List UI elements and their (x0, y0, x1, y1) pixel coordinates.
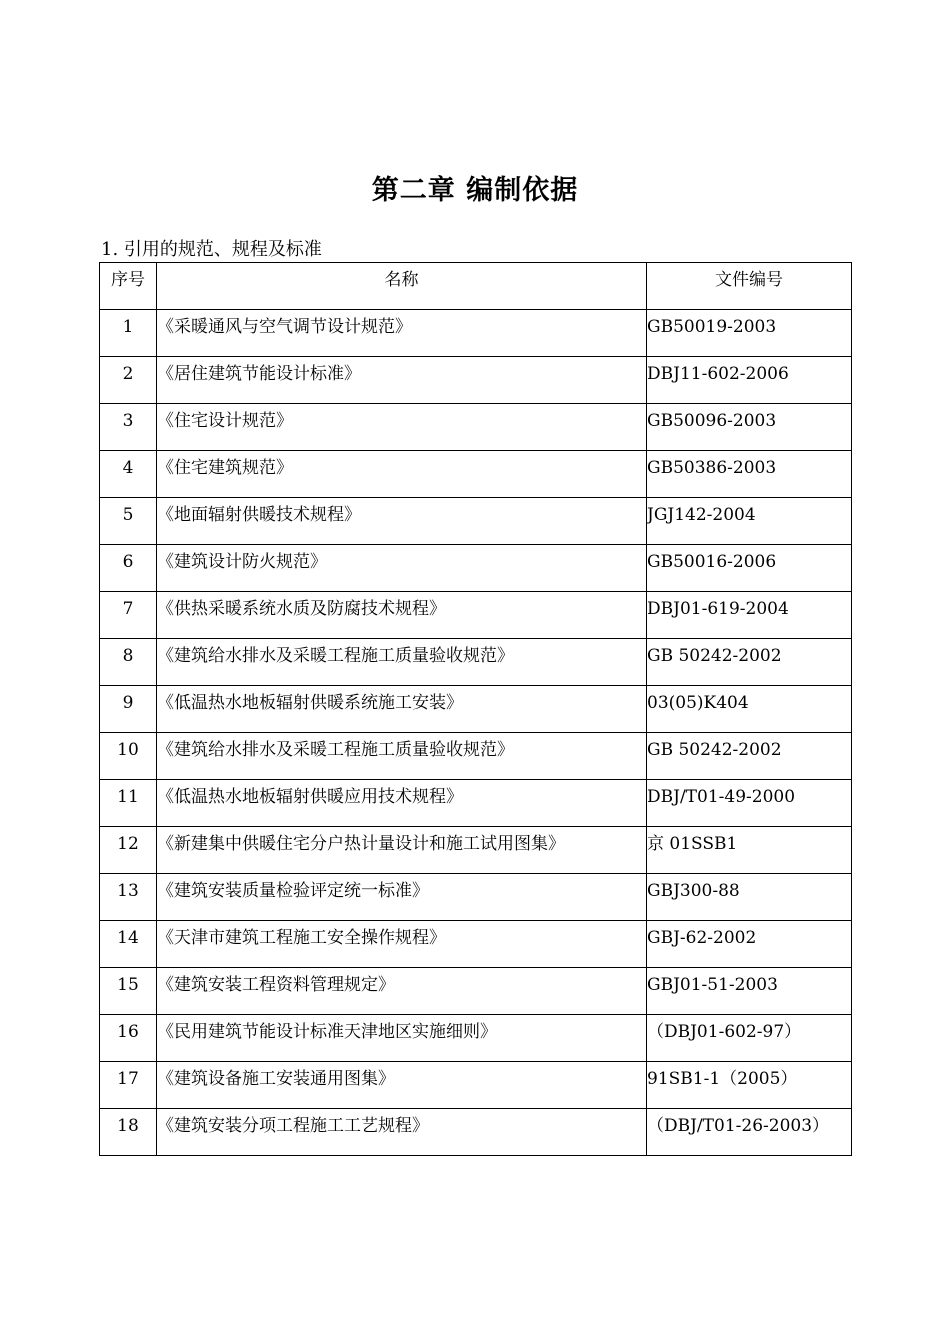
section-heading: 1. 引用的规范、规程及标准 (101, 239, 322, 260)
table-row (100, 1109, 852, 1156)
row-index: 6 (100, 545, 157, 592)
table-row (100, 921, 852, 968)
row-code: GB50019-2003 (647, 310, 852, 357)
row-name: 《建筑安装分项工程施工工艺规程》 (157, 1109, 647, 1156)
row-name: 《地面辐射供暖技术规程》 (157, 498, 647, 545)
table-row (100, 827, 852, 874)
table-row (100, 639, 852, 686)
row-name: 《建筑安装工程资料管理规定》 (157, 968, 647, 1015)
row-index: 8 (100, 639, 157, 686)
row-index: 3 (100, 404, 157, 451)
header-code: 文件编号 (647, 263, 852, 310)
row-index: 13 (100, 874, 157, 921)
table-row (100, 404, 852, 451)
table-header-row (100, 263, 852, 310)
row-index: 10 (100, 733, 157, 780)
row-index: 4 (100, 451, 157, 498)
table-row (100, 357, 852, 404)
row-name: 《建筑安装质量检验评定统一标准》 (157, 874, 647, 921)
row-name: 《新建集中供暖住宅分户热计量设计和施工试用图集》 (157, 827, 647, 874)
row-name: 《居住建筑节能设计标准》 (157, 357, 647, 404)
table-row (100, 310, 852, 357)
row-name: 《低温热水地板辐射供暖系统施工安装》 (157, 686, 647, 733)
row-name: 《住宅设计规范》 (157, 404, 647, 451)
row-code: GBJ300-88 (647, 874, 852, 921)
row-name: 《建筑设备施工安装通用图集》 (157, 1062, 647, 1109)
row-index: 2 (100, 357, 157, 404)
table-row (100, 592, 852, 639)
table-row (100, 968, 852, 1015)
row-code: 京 01SSB1 (647, 827, 852, 874)
row-index: 18 (100, 1109, 157, 1156)
row-index: 17 (100, 1062, 157, 1109)
table-row (100, 498, 852, 545)
row-code: GBJ-62-2002 (647, 921, 852, 968)
table-row (100, 733, 852, 780)
row-code: GB50016-2006 (647, 545, 852, 592)
header-name: 名称 (157, 263, 647, 310)
table-row (100, 780, 852, 827)
table-body (100, 310, 852, 1156)
row-name: 《采暖通风与空气调节设计规范》 (157, 310, 647, 357)
table-row (100, 874, 852, 921)
row-index: 12 (100, 827, 157, 874)
table-row (100, 686, 852, 733)
row-code: 91SB1-1（2005） (647, 1062, 852, 1109)
table-row (100, 1062, 852, 1109)
row-index: 9 (100, 686, 157, 733)
row-name: 《供热采暖系统水质及防腐技术规程》 (157, 592, 647, 639)
row-index: 16 (100, 1015, 157, 1062)
row-code: JGJ142-2004 (647, 498, 852, 545)
row-code: GB50386-2003 (647, 451, 852, 498)
row-code: （DBJ01-602-97） (647, 1015, 852, 1062)
row-index: 7 (100, 592, 157, 639)
row-index: 14 (100, 921, 157, 968)
table-row (100, 1015, 852, 1062)
table-row (100, 451, 852, 498)
row-code: GB 50242-2002 (647, 639, 852, 686)
row-index: 11 (100, 780, 157, 827)
row-code: DBJ11-602-2006 (647, 357, 852, 404)
row-code: DBJ/T01-49-2000 (647, 780, 852, 827)
row-name: 《低温热水地板辐射供暖应用技术规程》 (157, 780, 647, 827)
row-code: GB 50242-2002 (647, 733, 852, 780)
row-name: 《住宅建筑规范》 (157, 451, 647, 498)
table-row (100, 545, 852, 592)
row-name: 《建筑给水排水及采暖工程施工质量验收规范》 (157, 733, 647, 780)
row-name: 《建筑给水排水及采暖工程施工质量验收规范》 (157, 639, 647, 686)
row-index: 5 (100, 498, 157, 545)
page-title: 第二章 编制依据 (371, 175, 579, 206)
header-index: 序号 (100, 263, 157, 310)
row-index: 15 (100, 968, 157, 1015)
row-name: 《建筑设计防火规范》 (157, 545, 647, 592)
row-code: GB50096-2003 (647, 404, 852, 451)
row-index: 1 (100, 310, 157, 357)
row-code: （DBJ/T01-26-2003） (647, 1109, 852, 1156)
row-code: 03(05)K404 (647, 686, 852, 733)
row-code: DBJ01-619-2004 (647, 592, 852, 639)
row-name: 《民用建筑节能设计标准天津地区实施细则》 (157, 1015, 647, 1062)
reference-standards-table (99, 262, 852, 1156)
row-name: 《天津市建筑工程施工安全操作规程》 (157, 921, 647, 968)
row-code: GBJ01-51-2003 (647, 968, 852, 1015)
